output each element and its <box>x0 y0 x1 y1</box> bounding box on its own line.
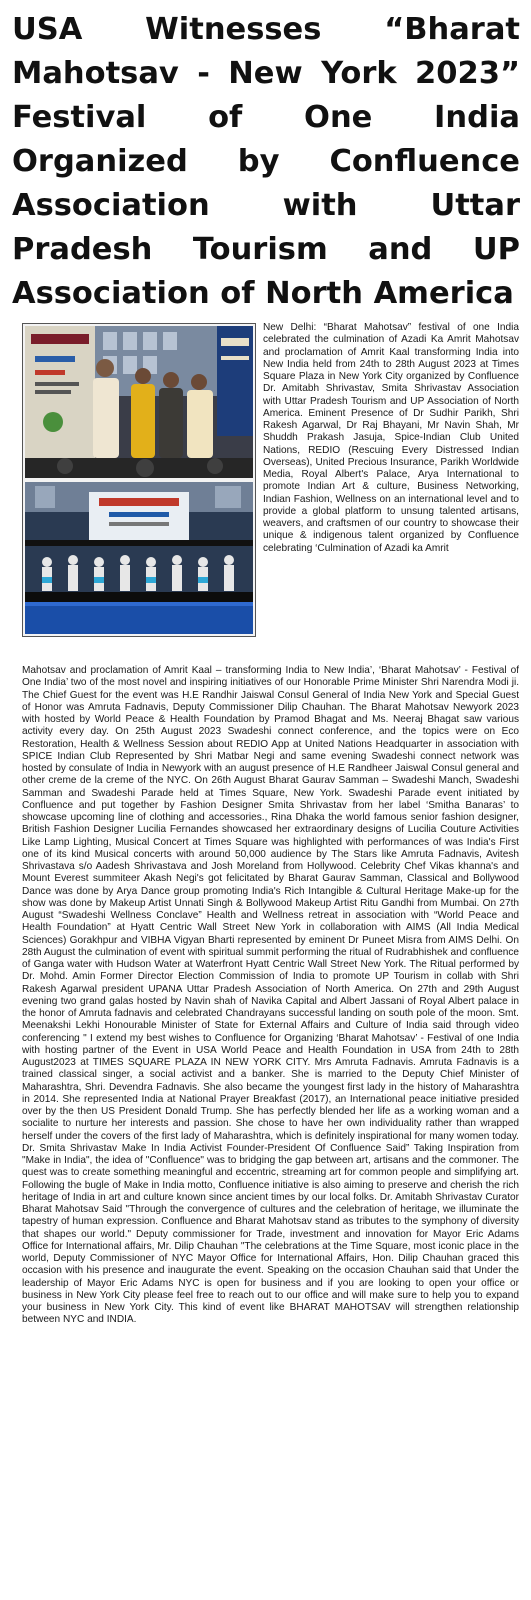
group-photo-illustration <box>25 326 253 478</box>
stage-performance-photo <box>25 482 253 634</box>
article-body-column: New Delhi: “Bharat Mahotsav” festival of one India celebrated the culmination of Azadi Ka Amrit Mahotsav and proclamation of Amrit Kaal transforming India into New India held from 24th to 28th August 2023 at Times Square Plaza in New York City organized by Confluence Dr. Amitabh Shrivastav, Smita Shrivastav Association with Uttar Pradesh Tourism and UP Association of North America. Eminent Presence of Dr Sudhir Parikh, Shri Rakesh Agarwal, Dr Raj Bhayani, Mr Navin Shah, Mr Shuddh Prakash Jasuja, Spice-Indian Club United Nations, REDIO (Rescuing Every Distressed Indian Overseas), United Precious Insurance, Parikh Worldwide Media, Royal Albert's Palace, Arya International to promote Indian Art & culture, Business Networking, Indian Fashion, Wellness on an international level and to provide a global platform to unsung talented artisans, weavers, and craftsmen of our country to showcase their unique & indigenous talent organized by Confluence celebrating ‘Culmination of Azadi ka Amrit <box>263 322 519 554</box>
stage-illustration <box>25 482 253 634</box>
headline: USA Witnesses “Bharat Mahotsav - New York 2023” Festival of One India Organized by Confluence Association with Uttar Pradesh Tourism and UP Association of North America <box>12 12 520 311</box>
group-photo-dignitaries <box>25 326 253 478</box>
article-body-continued: Mahotsav and proclamation of Amrit Kaal – transforming India to New India’, ‘Bharat Mahotsav’ - Festival of One India’ two of the most novel and inspiring initiatives of our Honorable Prime Minister Shri Narendra Modi ji. The Chief Guest for the event was H.E Randhir Jaiswal Consul General of India New York and Special Guest of Honor was Amruta Fadnavis, Deputy Commissioner Dilip Chauhan. The Bharat Mahotsav Newyork 2023 with hosted by World Peace & Health Foundation by Pramod Bhagat and Ms. Neeraj Bhagat saw various activity every day. On 25th August 2023 Swadeshi connect conference, and the topics were on Eco Restoration, Health & Wellness Session about REDIO App at United Nations Headquarter in association with SPICE Indian Club Represented by Shri Matbar Negi and same evening Swadeshi connect network was hosted by consulate of India in Newyork with an august presence of H.E Randheer Jaiswal Consul general and other creme de la creme of the NYC. On 26th August Bharat Gaurav Samman – Swadeshi Manch, Swadeshi Samman and Swadeshi Parade held at Times Square, New York. Swadeshi Parade event initiated by Confluence and put together by Fashion Designer Smita Shrivastav from her label ‘Smitha Banaras’ to showcase upcoming line of clothing and accessories., Rina Dhaka the world famous senior fashion designer, British Fashion Designer Lucilia Fernandes showcased her extraordinary designs of Lucilia Couture Activities Like Lamp Lighting, Musical Concert at Times Square was highlighted with performances of was India's First one of its kind Musical concerts with around 50,000 audience by The Stars like Amruta Fadnavis, Avitesh Shrivastava s/o Aadesh Shrivastava and Josh Moreland from Hollywood. Celebrity Chef Vikas khanna's and Mount Everest summiteer Akash Negi's got felicitated by Bharat Gaurav Samman, Classical and Bollywood Dance was done by Arya Dance group promoting India's Rich Intangible & Cultural Heritage Make-up for the show was done by Makeup Artist Unnati Singh & Bollywood Makeup Artist Ritu Gandhi from Mumbai. On 27th August “Swadeshi Wellness Conclave” Health and Wellness retreat in association with “World Peace and Health Foundation” at Hyatt Centric Wall Street New York in collaboration with AIMS (All India Medical Sciences) Gorakhpur and VIBHA Vigyan Bharti represented by eminent Dr Puneet Misra from AIMS Delhi. On 28th August the culmination of event with spiritual summit performing the ritual of Rudrabhishek and confluence of Ganga water with Hudson Water at Waterfront Hyatt Centric Wall Street New York. The Ritual performed by Dr. Mohd. Amin Former Director Election Commission of India to promote UP Tourism in collab with Shri Rakesh Agarwal president UPANA Uttar Pradesh Association of North America. On 27th and 29th August evening two grand galas hosted by Navin shah of Navika Capital and Albert Jassani of Royal Albert palace in the honor of Amruta fadnavis and celebrated Chandrayans successful landing on south pole of the moon. Smt. Meenakshi Lekhi Honourable Minister of State for External Affairs and Culture of India said through video conferencing " I extend my best wishes to Confluence for Organizing ‘Bharat Mahotsav’ - Festival of one India with hosting partner of the Event in USA World Peace and Health Foundation in USA from 24th to 28th August2023 at TIMES SQUARE PLAZA IN NEW YORK CITY. Mrs Amruta Fadnavis. Amruta Fadnavis is a trained classical singer, a social activist and a banker. She is married to the Deputy Chief Minister of Maharashtra, Shri. Devendra Fadnavis. She also became the youngest first lady in the history of Maharashtra in 2014. She represented India at National Prayer Breakfast (2017), an International peace initiative presided over by the then US President Donald Trump. She has perfectly blended her life as a working woman and a socialite to nurture her interests and passion. She chose to have her own individuality rather than wrapped herself under the covers of the first lady of Maharashtra, which is definitely inspirational for many women today. Dr. Smita Shrivastav Make In India Activist Founder-President Of Confluence Said” Taking Inspiration from "Make in India", the idea of "Confluence" was to bridging the gap between art, artisans and the commoner. The quest was to create something meaningful and eccentric, streaming art for common people and simplifying art. Following the bugle of Make in India motto, Confluence initiative is also aiming to preserve and cherish the rich heritage of India in art and culture known since ancient times by our local folks. Dr. Amitabh Shrivastav Curator Bharat Mahotsav Said "Through the convergence of cultures and the celebration of heritage, we illuminate the tapestry of human expression. Confluence and Bharat Mahotsav stand as tributes to the symphony of diversity that shapes our world." Deputy commissioner for Trade, investment and innovation for Mayor Eric Adams Office for International affairs, Mr. Dilip Chauhan "The celebrations at the Time Square, most iconic place in the world, Deputy Commissioner of NYC Mayor Office for International Affairs, Hon. Dilip Chauhan graced this occasion with his presence and inaugurate the event. Speaking on the occasion Chauhan said that Under the leadership of Mayor Eric Adams NYC is open for business and if you are looking to open your office or business in New York City please feel free to reach out to our office and will make sure to help you to expand your business in New York City. This kind of event like BHARAT MAHOTSAV will strengthen relationship between NYC and INDIA. <box>22 665 519 1326</box>
photo-collage <box>22 323 256 637</box>
